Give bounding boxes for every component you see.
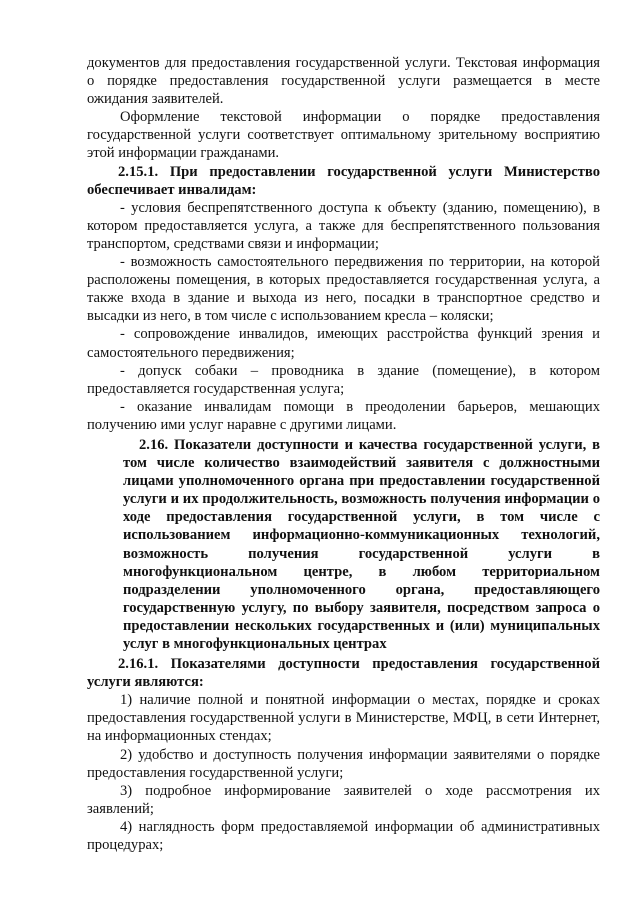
- section-2-15-1-heading: 2.15.1. При предоставлении государственной услуги Министерство обеспечивает инвалидам:: [87, 163, 600, 198]
- list-item-barrier-free-access: - условия беспрепятственного доступа к объекту (зданию, помещению), в котором предоставляется услуга, а также для беспрепятственного пользования транспортом, средствами связи и информации;: [87, 199, 600, 252]
- indicator-item-2: 2) удобство и доступность получения информации заявителями о порядке предоставления государственной услуги;: [87, 746, 600, 781]
- list-item-independent-movement: - возможность самостоятельного передвижения по территории, на которой расположены помещения, в которых предоставляется государственная услуга, а также входа в здание и выхода из него, посадки в транспортное средство и высадки из него, в том числе с использованием кресла – коляски;: [87, 254, 600, 325]
- section-2-16-1-heading: 2.16.1. Показателями доступности предоставления государственной услуги являются:: [87, 656, 600, 691]
- section-2-16-heading: 2.16. Показатели доступности и качества государственной услуги, в том числе количество взаимодействий заявителя с должностными лицами уполномоченного органа при предоставлении государственной услуги и их продолжительность, возможность получения информации о ходе предоставления государственной услуги, в том числе с использованием информационно-коммуникационных технологий, возможность получения государственной услуги в многофункциональном центре, в любом территориальном подразделении уполномоченного органа, предоставляющего государственную услугу, по выбору заявителя, посредством запроса о предоставлении нескольких государственных и (или) муниципальных услуг в многофункциональных центрах: [123, 436, 600, 652]
- indicator-item-4: 4) наглядность форм предоставляемой информации об административных процедурах;: [87, 818, 600, 854]
- indicator-item-3: 3) подробное информирование заявителей о ходе рассмотрения их заявлений;: [87, 782, 600, 817]
- list-item-guide-dog: - допуск собаки – проводника в здание (помещение), в котором предоставляется государственная услуга;: [87, 362, 600, 397]
- paragraph-text-design: Оформление текстовой информации о порядке предоставления государственной услуги соответствует оптимальному зрительному восприятию этой информации гражданами.: [87, 109, 600, 162]
- list-item-escort: - сопровождение инвалидов, имеющих расстройства функций зрения и самостоятельного передвижения;: [87, 326, 600, 361]
- indicator-item-1: 1) наличие полной и понятной информации о местах, порядке и сроках предоставления государственной услуги в Министерстве, МФЦ, в сети Интернет, на информационных стендах;: [87, 692, 600, 745]
- list-item-assistance: - оказание инвалидам помощи в преодолении барьеров, мешающих получению ими услуг наравне с другими лицами.: [87, 398, 600, 433]
- paragraph-text-placement: документов для предоставления государственной услуги. Текстовая информация о порядке предоставления государственной услуги размещается в месте ожидания заявителей.: [87, 55, 600, 108]
